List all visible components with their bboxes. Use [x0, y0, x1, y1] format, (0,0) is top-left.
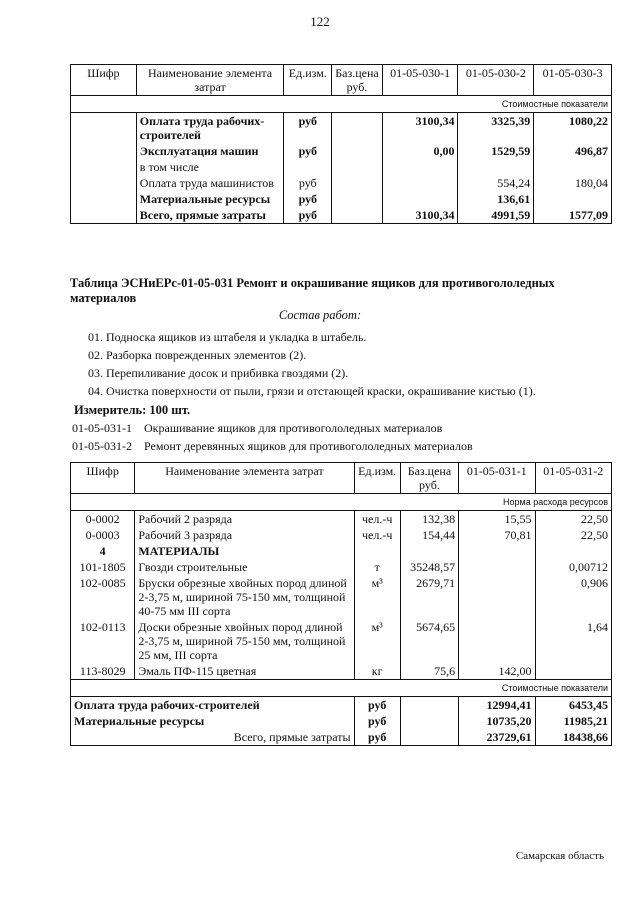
code-line [72, 421, 442, 436]
base-price-cell: 35248,57 [400, 559, 458, 575]
table-row [71, 175, 612, 191]
table-row [71, 527, 612, 543]
unit-cell: т [354, 559, 400, 575]
base-price-cell [332, 207, 382, 224]
value-cell: 496,87 [534, 143, 612, 159]
table-row [71, 159, 612, 175]
header-col-2: 01-05-030-2 [458, 65, 534, 96]
resource-name: Доски обрезные хвойных пород длиной 2-3,75 м, шириной 75-150 мм, толщиной 25 мм, III сорта [135, 619, 354, 663]
total-name: Материальные ресурсы [71, 713, 355, 729]
header-base-price: Баз.цена руб. [400, 463, 458, 494]
cost-name: в том числе [136, 159, 284, 175]
value-cell: 3100,34 [382, 113, 458, 144]
value-cell: 0,906 [535, 575, 611, 619]
table-row [71, 559, 612, 575]
value-cell [382, 175, 458, 191]
unit-cell: руб [354, 697, 400, 714]
unit-cell: м³ [354, 619, 400, 663]
unit-cell: руб [284, 207, 332, 224]
unit-cell: м³ [354, 575, 400, 619]
resource-name: Бруски обрезные хвойных пород длиной 2-3,75 м, шириной 75-150 мм, толщиной 40-75 мм III сорта [135, 575, 354, 619]
value-cell [459, 619, 535, 663]
header-col-3: 01-05-030-3 [534, 65, 612, 96]
header-col-1: 01-05-031-1 [459, 463, 535, 494]
base-price-cell [400, 543, 458, 559]
base-price-cell [332, 159, 382, 175]
base-price-cell: 132,38 [400, 511, 458, 528]
value-cell: 180,04 [534, 175, 612, 191]
resource-name: Эмаль ПФ-115 цветная [135, 663, 354, 680]
base-price-cell [332, 143, 382, 159]
total-name: Оплата труда рабочих-строителей [71, 697, 355, 714]
table-row [71, 619, 612, 663]
base-price-cell [332, 175, 382, 191]
value-cell: 6453,45 [535, 697, 611, 714]
table-title: Таблица ЭСНиЕРс-01-05-031 Ремонт и окрашивание ящиков для противогололедных материалов [70, 276, 555, 305]
value-cell: 1080,22 [534, 113, 612, 144]
value-cell: 3325,39 [458, 113, 534, 144]
total-row [71, 713, 612, 729]
code-cell: 0-0002 [71, 511, 135, 528]
cost-table-030 [70, 64, 612, 224]
header-unit: Ед.изм. [354, 463, 400, 494]
total-name: Всего, прямые затраты [71, 729, 355, 746]
work-item: 03. Перепиливание досок и прибивка гвоздями (2). [88, 366, 349, 380]
unit-cell: кг [354, 663, 400, 680]
section-label: Стоимостные показатели [71, 96, 612, 113]
unit-cell: чел.-ч [354, 511, 400, 528]
value-cell [534, 159, 612, 175]
value-cell: 70,81 [459, 527, 535, 543]
code-line [72, 439, 473, 454]
table-row [71, 511, 612, 528]
base-price-cell [400, 729, 458, 746]
code-cell [71, 207, 137, 224]
value-cell: 11985,21 [535, 713, 611, 729]
code-text: Ремонт деревянных ящиков для противогололедных материалов [144, 439, 473, 453]
total-row [71, 697, 612, 714]
value-cell: 1,64 [535, 619, 611, 663]
page-number: 122 [310, 14, 330, 29]
code-cell [71, 191, 137, 207]
unit-cell [284, 159, 332, 175]
cost-name: Всего, прямые затраты [136, 207, 284, 224]
cost-label-row [71, 680, 612, 697]
base-price-cell [400, 713, 458, 729]
code-cell: 101-1805 [71, 559, 135, 575]
value-cell: 15,55 [459, 511, 535, 528]
section-label-row [71, 96, 612, 113]
unit-cell: руб [284, 113, 332, 144]
value-cell [382, 159, 458, 175]
value-cell [534, 191, 612, 207]
header-col-2: 01-05-031-2 [535, 463, 611, 494]
base-price-cell [400, 697, 458, 714]
region-footer: Самарская область [515, 850, 604, 862]
code-cell [71, 159, 137, 175]
header-col-1: 01-05-030-1 [382, 65, 458, 96]
resource-name: Гвозди строительные [135, 559, 354, 575]
header-code: Шифр [71, 65, 137, 96]
resource-name: Рабочий 3 разряда [135, 527, 354, 543]
code-cell: 0-0003 [71, 527, 135, 543]
table-row [71, 207, 612, 224]
value-cell: 10735,20 [459, 713, 535, 729]
value-cell [535, 663, 611, 680]
value-cell: 23729,61 [459, 729, 535, 746]
unit-cell: чел.-ч [354, 527, 400, 543]
cost-name: Материальные ресурсы [136, 191, 284, 207]
norm-label: Норма расхода ресурсов [71, 494, 612, 511]
value-cell: 1577,09 [534, 207, 612, 224]
value-cell [459, 559, 535, 575]
value-cell: 22,50 [535, 527, 611, 543]
table-row [71, 575, 612, 619]
value-cell [535, 543, 611, 559]
unit-cell: руб [284, 175, 332, 191]
value-cell [458, 159, 534, 175]
value-cell: 0,00 [382, 143, 458, 159]
base-price-cell [332, 191, 382, 207]
header-unit: Ед.изм. [284, 65, 332, 96]
cost-label: Стоимостные показатели [71, 680, 612, 697]
base-price-cell: 5674,65 [400, 619, 458, 663]
header-base-price: Баз.цена руб. [332, 65, 382, 96]
value-cell: 1529,59 [458, 143, 534, 159]
work-item: 01. Подноска ящиков из штабеля и укладка в штабель. [88, 330, 367, 344]
total-row [71, 729, 612, 746]
unit-cell: руб [284, 143, 332, 159]
value-cell: 142,00 [459, 663, 535, 680]
measure-unit: Измеритель: 100 шт. [74, 403, 191, 417]
unit-cell [354, 543, 400, 559]
code-cell [71, 175, 137, 191]
base-price-cell: 2679,71 [400, 575, 458, 619]
value-cell [459, 575, 535, 619]
norm-label-row [71, 494, 612, 511]
table-header-row [71, 65, 612, 96]
table-row [71, 143, 612, 159]
base-price-cell: 75,6 [400, 663, 458, 680]
header-name: Наименование элемента затрат [135, 463, 354, 494]
cost-name: Оплата труда машинистов [136, 175, 284, 191]
value-cell: 4991,59 [458, 207, 534, 224]
value-cell: 554,24 [458, 175, 534, 191]
table-header-row [71, 463, 612, 494]
code-cell [71, 143, 137, 159]
code-cell: 113-8029 [71, 663, 135, 680]
unit-cell: руб [284, 191, 332, 207]
value-cell: 0,00712 [535, 559, 611, 575]
work-composition-heading: Состав работ: [278, 308, 362, 322]
value-cell [382, 191, 458, 207]
value-cell [459, 543, 535, 559]
resource-name: Рабочий 2 разряда [135, 511, 354, 528]
work-item: 04. Очистка поверхности от пыли, грязи и отстающей краски, окрашивание кистью (1). [88, 384, 536, 398]
table-row [71, 663, 612, 680]
table-row [71, 543, 612, 559]
header-name: Наименование элемента затрат [136, 65, 284, 96]
resource-name: МАТЕРИАЛЫ [135, 543, 354, 559]
code-cell: 102-0085 [71, 575, 135, 619]
table-row [71, 113, 612, 144]
value-cell: 18438,66 [535, 729, 611, 746]
resource-table-031 [70, 462, 612, 746]
code-cell [71, 113, 137, 144]
code-id: 01-05-031-1 [72, 421, 132, 435]
value-cell: 22,50 [535, 511, 611, 528]
value-cell: 12994,41 [459, 697, 535, 714]
cost-name: Эксплуатация машин [136, 143, 284, 159]
base-price-cell: 154,44 [400, 527, 458, 543]
code-id: 01-05-031-2 [72, 439, 132, 453]
code-text: Окрашивание ящиков для противогололедных материалов [144, 421, 443, 435]
work-item: 02. Разборка поврежденных элементов (2). [88, 348, 307, 362]
unit-cell: руб [354, 713, 400, 729]
code-cell: 102-0113 [71, 619, 135, 663]
value-cell: 3100,34 [382, 207, 458, 224]
unit-cell: руб [354, 729, 400, 746]
header-code: Шифр [71, 463, 135, 494]
code-cell: 4 [71, 543, 135, 559]
table-row [71, 191, 612, 207]
cost-name: Оплата труда рабочих-строителей [136, 113, 284, 144]
base-price-cell [332, 113, 382, 144]
value-cell: 136,61 [458, 191, 534, 207]
